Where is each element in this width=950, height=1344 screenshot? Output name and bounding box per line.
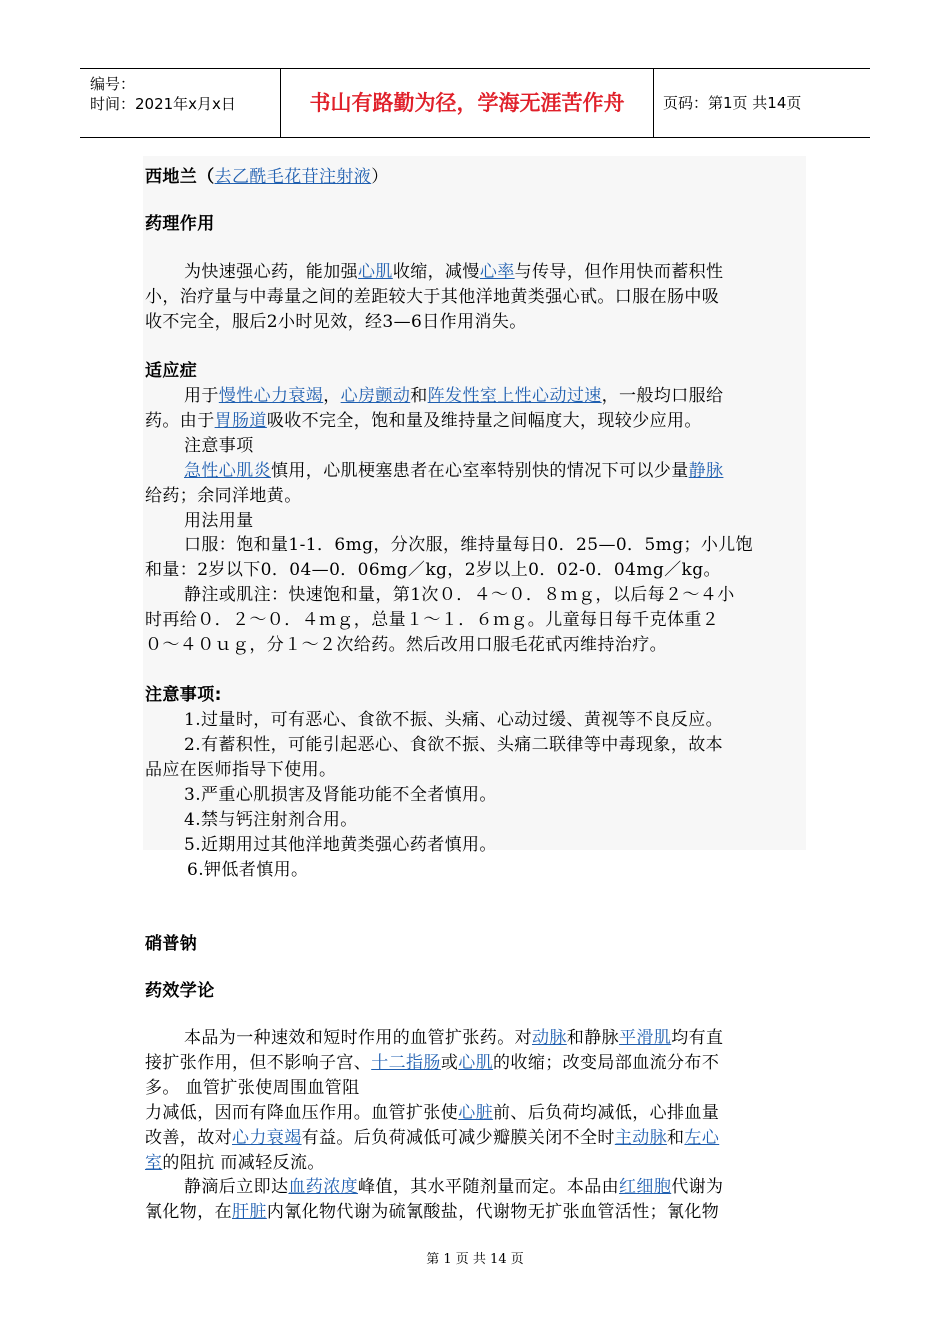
link-chronic-heart-failure[interactable]: 慢性心力衰竭 <box>218 386 324 406</box>
link-heart[interactable]: 心脏 <box>458 1103 494 1123</box>
date-label: 时间：2021年x月x日 <box>90 95 236 113</box>
caution-item: 品应在医师指导下使用。 <box>145 760 337 780</box>
link-artery[interactable]: 动脉 <box>532 1028 567 1048</box>
text: 代谢为 <box>671 1177 724 1197</box>
number-label: 编号： <box>90 75 136 93</box>
text: 有益。后负荷减低可减少瓣膜关闭不全时 <box>301 1128 615 1148</box>
text: 力减低，因而有降血压作用。血管扩张使 <box>145 1103 459 1123</box>
caution-item: 5.近期用过其他洋地黄类强心药者慎用。 <box>184 835 497 855</box>
usage-title: 用法用量 <box>184 511 254 531</box>
text: 氰化物，在 <box>145 1202 232 1222</box>
notes-line: 给药；余同洋地黄。 <box>145 486 302 506</box>
text: ， <box>323 386 341 406</box>
body-line <box>145 1098 719 1123</box>
body-line <box>184 1172 723 1197</box>
text: 或 <box>440 1053 459 1073</box>
text: 峰值，其水平随剂量而定。本品由 <box>358 1177 620 1197</box>
text: 前、后负荷均减低，心排血量 <box>493 1103 720 1123</box>
link-heart-rate[interactable]: 心率 <box>479 262 515 282</box>
text: 的阻抗 而减轻反流。 <box>162 1153 325 1173</box>
text: 均有直 <box>671 1028 724 1048</box>
link-myocardium[interactable]: 心肌 <box>358 262 393 282</box>
page-footer: 第 1 页 共 14 页 <box>426 1252 524 1267</box>
body-line <box>145 1197 719 1222</box>
link-left-ventricle[interactable]: 左心 <box>684 1128 720 1148</box>
text: ，一般均口服给 <box>601 386 724 406</box>
link-duodenum[interactable]: 十二指肠 <box>371 1053 441 1073</box>
body-line <box>145 1123 719 1148</box>
page-header <box>80 68 870 138</box>
body-line <box>145 1148 325 1173</box>
caution-item: 2.有蓄积性，可能引起恶心、食欲不振、头痛二联律等中毒现象，故本 <box>184 735 724 755</box>
text: 收缩，减慢 <box>392 262 480 282</box>
indications-heading: 适应症 <box>145 361 198 381</box>
link-vein[interactable]: 静脉 <box>688 461 724 481</box>
drug-title <box>145 162 389 187</box>
notes-title: 注意事项 <box>184 436 254 456</box>
body-line <box>184 1023 723 1048</box>
text: 药。由于 <box>145 411 215 431</box>
title-suffix: ） <box>371 167 389 187</box>
link-psvt[interactable]: 阵发性室上性心动过速 <box>427 386 602 406</box>
usage-line: 口服：饱和量1-1．6mg，分次服，维持量每日0．25—0．5mg；小儿饱 <box>184 535 754 555</box>
text: 和 <box>667 1128 685 1148</box>
indications-line <box>184 381 723 406</box>
text: 内氰化物代谢为硫氰酸盐，代谢物无扩张血管活性；氰化物 <box>266 1202 720 1222</box>
usage-line: 时再给０．２～０．４ｍｇ，总量１～１．６ｍｇ。儿童每日每千克体重２ <box>145 610 720 630</box>
link-plasma-concentration[interactable]: 血药浓度 <box>288 1177 359 1197</box>
link-red-blood-cell[interactable]: 红细胞 <box>619 1177 672 1197</box>
drug-link[interactable]: 去乙酰毛花苷注射液 <box>214 167 372 187</box>
caution-item: 4.禁与钙注射剂合用。 <box>184 810 358 830</box>
header-motto: 书山有路勤为径，学海无涯苦作舟 <box>281 69 654 137</box>
link-acute-myocarditis[interactable]: 急性心肌炎 <box>184 461 271 481</box>
text: 和静脉 <box>566 1028 620 1048</box>
header-page-info: 页码：第1页 共14页 <box>663 94 802 112</box>
caution-heading: 注意事项: <box>145 685 222 705</box>
text: 接扩张作用，但不影响子宫、 <box>145 1053 372 1073</box>
caution-item: 1.过量时，可有恶心、食欲不振、头痛、心动过缓、黄视等不良反应。 <box>184 710 724 730</box>
link-left-ventricle[interactable]: 室 <box>145 1153 163 1173</box>
body-line: 多。 血管扩张使周围血管阻 <box>145 1078 360 1098</box>
text: 为快速强心药，能加强 <box>184 262 358 282</box>
pharmacology-line <box>184 257 723 282</box>
body-line <box>145 1048 719 1073</box>
link-aorta[interactable]: 主动脉 <box>614 1128 668 1148</box>
text: 本品为一种速效和短时作用的血管扩张药。对 <box>184 1028 532 1048</box>
pharmacology-line: 收不完全，服后2小时见效，经3—6日作用消失。 <box>145 312 527 332</box>
caution-item: 6.钾低者慎用。 <box>187 860 309 880</box>
link-smooth-muscle[interactable]: 平滑肌 <box>619 1028 672 1048</box>
pharmacodynamics-heading: 药效学论 <box>145 981 215 1001</box>
pharmacology-line: 小，治疗量与中毒量之间的差距较大于其他洋地黄类强心甙。口服在肠中吸 <box>145 287 720 307</box>
text: 吸收不完全，饱和量及维持量之间幅度大，现较少应用。 <box>266 411 702 431</box>
text: 用于 <box>184 386 219 406</box>
usage-line: 和量：2岁以下0．04—0．06mg／kg，2岁以上0．02-0．04mg／kg。 <box>145 560 721 580</box>
text: 慎用，心肌梗塞患者在心室率特别快的情况下可以少量 <box>271 461 689 481</box>
drug-title-2: 硝普钠 <box>145 934 198 954</box>
header-meta-cell <box>80 69 281 137</box>
text: 静滴后立即达 <box>184 1177 289 1197</box>
drug-name: 西地兰（ <box>145 167 215 187</box>
link-liver[interactable]: 肝脏 <box>232 1202 267 1222</box>
link-myocardium[interactable]: 心肌 <box>458 1053 494 1073</box>
caution-item: 3.严重心肌损害及肾能功能不全者慎用。 <box>184 785 497 805</box>
link-atrial-fibrillation[interactable]: 心房颤动 <box>340 386 411 406</box>
indications-line <box>145 406 702 431</box>
usage-line: ０～４０ｕｇ，分１～２次给药。然后改用口服毛花甙丙维持治疗。 <box>145 635 667 655</box>
link-gi-tract[interactable]: 胃肠道 <box>214 411 267 431</box>
link-heart-failure[interactable]: 心力衰竭 <box>232 1128 302 1148</box>
notes-line <box>184 456 723 481</box>
usage-line: 静注或肌注：快速饱和量，第1次０．４～０．８ｍｇ，以后每２～４小 <box>184 585 735 605</box>
pharmacology-heading: 药理作用 <box>145 214 215 234</box>
text: 的收缩；改变局部血流分布不 <box>493 1053 720 1073</box>
text: 和 <box>410 386 428 406</box>
text: 与传导，但作用快而蓄积性 <box>514 262 724 282</box>
text: 改善，故对 <box>145 1128 232 1148</box>
